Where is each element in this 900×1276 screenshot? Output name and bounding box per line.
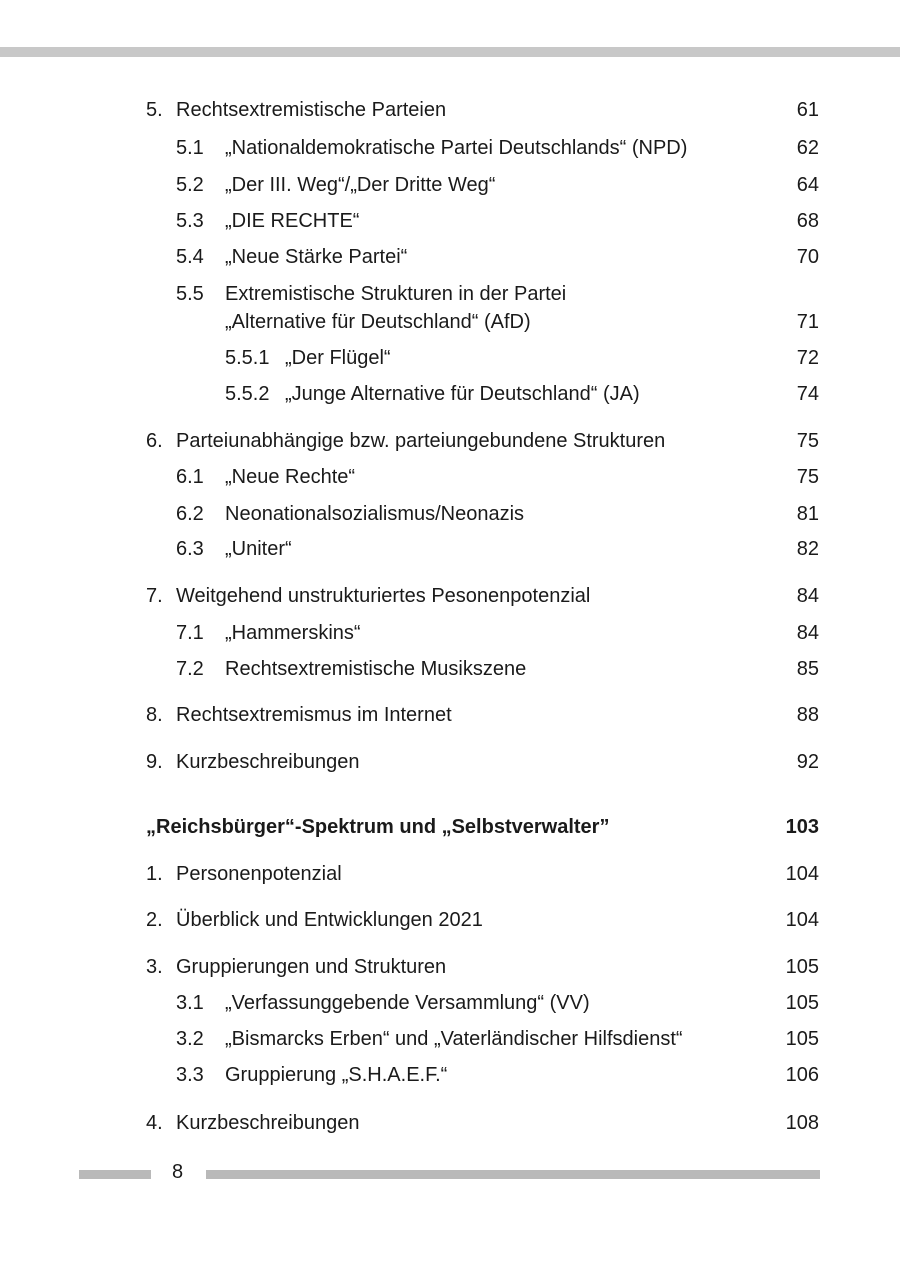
toc-page: 84 (796, 622, 819, 644)
toc-page: 71 (796, 311, 819, 333)
toc-number: 3.3 (176, 1064, 204, 1086)
toc-title: „Hammerskins“ (225, 622, 361, 644)
toc-title: „Neue Rechte“ (225, 466, 356, 488)
toc-title: Rechtsextremismus im Internet (176, 704, 452, 726)
toc-page: 88 (796, 704, 819, 726)
toc-title: Überblick und Entwicklungen 2021 (176, 909, 483, 931)
toc-title: Weitgehend unstrukturiertes Pesonenpotenzial (176, 585, 591, 607)
toc-number: 6. (146, 430, 163, 452)
toc-number: 5.5 (176, 283, 204, 305)
toc-page: 104 (785, 909, 819, 931)
footer-rule-right (206, 1170, 820, 1179)
toc-title: „Der Flügel“ (285, 347, 391, 369)
toc-number: 1. (146, 863, 163, 885)
toc-page: 82 (796, 538, 819, 560)
toc-number: 2. (146, 909, 163, 931)
toc-page: 105 (785, 1028, 819, 1050)
toc-page: 103 (785, 816, 819, 838)
toc-page: 61 (796, 99, 819, 121)
toc-title: Rechtsextremistische Musikszene (225, 658, 527, 680)
toc-number: 7.2 (176, 658, 204, 680)
toc-title: „Junge Alternative für Deutschland“ (JA) (285, 383, 640, 405)
toc-title: „Nationaldemokratische Partei Deutschlands“ (NPD) (225, 137, 688, 159)
toc-number: 6.1 (176, 466, 204, 488)
toc-number: 6.3 (176, 538, 204, 560)
toc-page: 75 (796, 466, 819, 488)
toc-title: Gruppierungen und Strukturen (176, 956, 447, 978)
toc-title: „Der III. Weg“/„Der Dritte Weg“ (225, 174, 496, 196)
toc-number: 3.1 (176, 992, 204, 1014)
footer-rule-left (79, 1170, 151, 1179)
toc-title: Parteiunabhängige bzw. parteiungebundene Strukturen (176, 430, 666, 452)
toc-title-continuation: „Alternative für Deutschland“ (AfD) (225, 311, 531, 333)
toc-title: Kurzbeschreibungen (176, 751, 360, 773)
toc-page: 106 (785, 1064, 819, 1086)
toc-title: Extremistische Strukturen in der Partei (225, 283, 567, 305)
toc-number: 3. (146, 956, 163, 978)
toc-title: Gruppierung „S.H.A.E.F.“ (225, 1064, 448, 1086)
toc-title: Rechtsextremistische Parteien (176, 99, 447, 121)
toc-number: 5.3 (176, 210, 204, 232)
page-number: 8 (172, 1161, 184, 1183)
toc-number: 5.5.1 (225, 347, 270, 369)
toc-page: 108 (785, 1112, 819, 1134)
toc-number: 5.2 (176, 174, 204, 196)
toc-page: 85 (796, 658, 819, 680)
toc-title: „DIE RECHTE“ (225, 210, 360, 232)
toc-page: 105 (785, 956, 819, 978)
toc-title: „Bismarcks Erben“ und „Vaterländischer Hilfsdienst“ (225, 1028, 683, 1050)
toc-number: 7.1 (176, 622, 204, 644)
toc-page: 74 (796, 383, 819, 405)
toc-number: 6.2 (176, 503, 204, 525)
toc-number: 7. (146, 585, 163, 607)
toc-title: „Verfassunggebende Versammlung“ (VV) (225, 992, 590, 1014)
toc-number: 3.2 (176, 1028, 204, 1050)
section-title: „Reichsbürger“-Spektrum und „Selbstverwalter” (146, 816, 610, 838)
toc-number: 8. (146, 704, 163, 726)
toc-number: 4. (146, 1112, 163, 1134)
toc-page: 104 (785, 863, 819, 885)
toc-page: 62 (796, 137, 819, 159)
toc-number: 5.5.2 (225, 383, 270, 405)
toc-page: 105 (785, 992, 819, 1014)
toc-title: Kurzbeschreibungen (176, 1112, 360, 1134)
toc-title: Personenpotenzial (176, 863, 342, 885)
toc-page: 68 (796, 210, 819, 232)
toc-page: 75 (796, 430, 819, 452)
toc-page: 70 (796, 246, 819, 268)
toc-page: 81 (796, 503, 819, 525)
toc-title: „Neue Stärke Partei“ (225, 246, 408, 268)
toc-number: 9. (146, 751, 163, 773)
toc-number: 5.1 (176, 137, 204, 159)
toc-page: 84 (796, 585, 819, 607)
toc-number: 5.4 (176, 246, 204, 268)
toc-title: Neonationalsozialismus/Neonazis (225, 503, 525, 525)
toc-page: 72 (796, 347, 819, 369)
toc-title: „Uniter“ (225, 538, 292, 560)
toc-number: 5. (146, 99, 163, 121)
toc-page: 64 (796, 174, 819, 196)
toc-page: 92 (796, 751, 819, 773)
top-rule (0, 47, 900, 57)
